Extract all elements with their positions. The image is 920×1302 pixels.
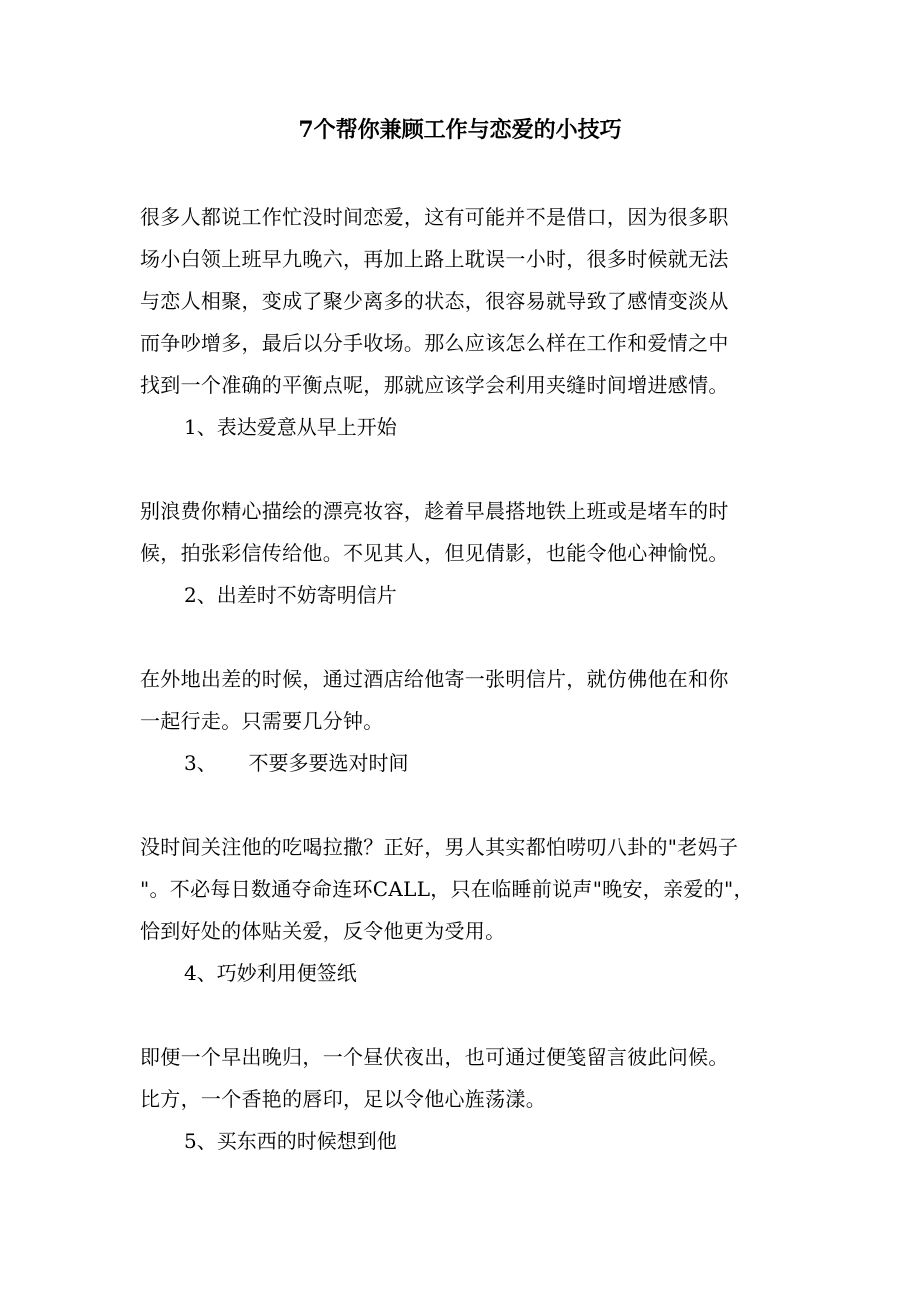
tip-heading-5: 5、买东西的时候想到他 bbox=[184, 1129, 397, 1153]
paragraph-line: 比方，一个香艳的唇印，足以令他心旌荡漾。 bbox=[140, 1087, 546, 1111]
intro-line: 而争吵增多，最后以分手收场。那么应该怎么样在工作和爱情之中 bbox=[140, 331, 729, 355]
intro-line: 很多人都说工作忙没时间恋爱，这有可能并不是借口，因为很多职 bbox=[140, 205, 729, 229]
intro-line: 场小白领上班早九晚六，再加上路上耽误一小时，很多时候就无法 bbox=[140, 247, 729, 271]
tip-paragraph-1 bbox=[140, 490, 780, 574]
tip-paragraph-4 bbox=[140, 1036, 780, 1120]
tip-heading-4: 4、巧妙利用便签纸 bbox=[184, 961, 357, 985]
intro-line: 与恋人相聚，变成了聚少离多的状态，很容易就导致了感情变淡从 bbox=[140, 289, 729, 313]
tip-paragraph-2 bbox=[140, 658, 780, 742]
paragraph-line: 别浪费你精心描绘的漂亮妆容，趁着早晨搭地铁上班或是堵车的时 bbox=[140, 499, 729, 523]
paragraph-line: 候，拍张彩信传给他。不见其人，但见倩影，也能令他心神愉悦。 bbox=[140, 541, 729, 565]
tip-heading-3: 3、 不要多要选对时间 bbox=[184, 751, 409, 775]
page-title: 7个帮你兼顾工作与恋爱的小技巧 bbox=[298, 117, 622, 143]
paragraph-line: 即便一个早出晚归，一个昼伏夜出，也可通过便笺留言彼此问候。 bbox=[140, 1045, 729, 1069]
intro-paragraph bbox=[140, 196, 780, 406]
tip-heading-1: 1、表达爱意从早上开始 bbox=[184, 415, 397, 439]
paragraph-line: 在外地出差的时候，通过酒店给他寄一张明信片，就仿佛他在和你 bbox=[140, 667, 729, 691]
paragraph-line: 没时间关注他的吃喝拉撒？正好，男人其实都怕唠叨八卦的"老妈子 bbox=[140, 835, 739, 859]
paragraph-line: 恰到好处的体贴关爱，反令他更为受用。 bbox=[140, 919, 506, 943]
paragraph-line: 一起行走。只需要几分钟。 bbox=[140, 709, 384, 733]
tip-heading-2: 2、出差时不妨寄明信片 bbox=[184, 583, 397, 607]
tip-paragraph-3 bbox=[140, 826, 780, 952]
intro-line: 找到一个准确的平衡点呢，那就应该学会利用夹缝时间增进感情。 bbox=[140, 373, 729, 397]
paragraph-line: "。不必每日数通夺命连环CALL，只在临睡前说声"晚安，亲爱的"， bbox=[140, 877, 754, 901]
